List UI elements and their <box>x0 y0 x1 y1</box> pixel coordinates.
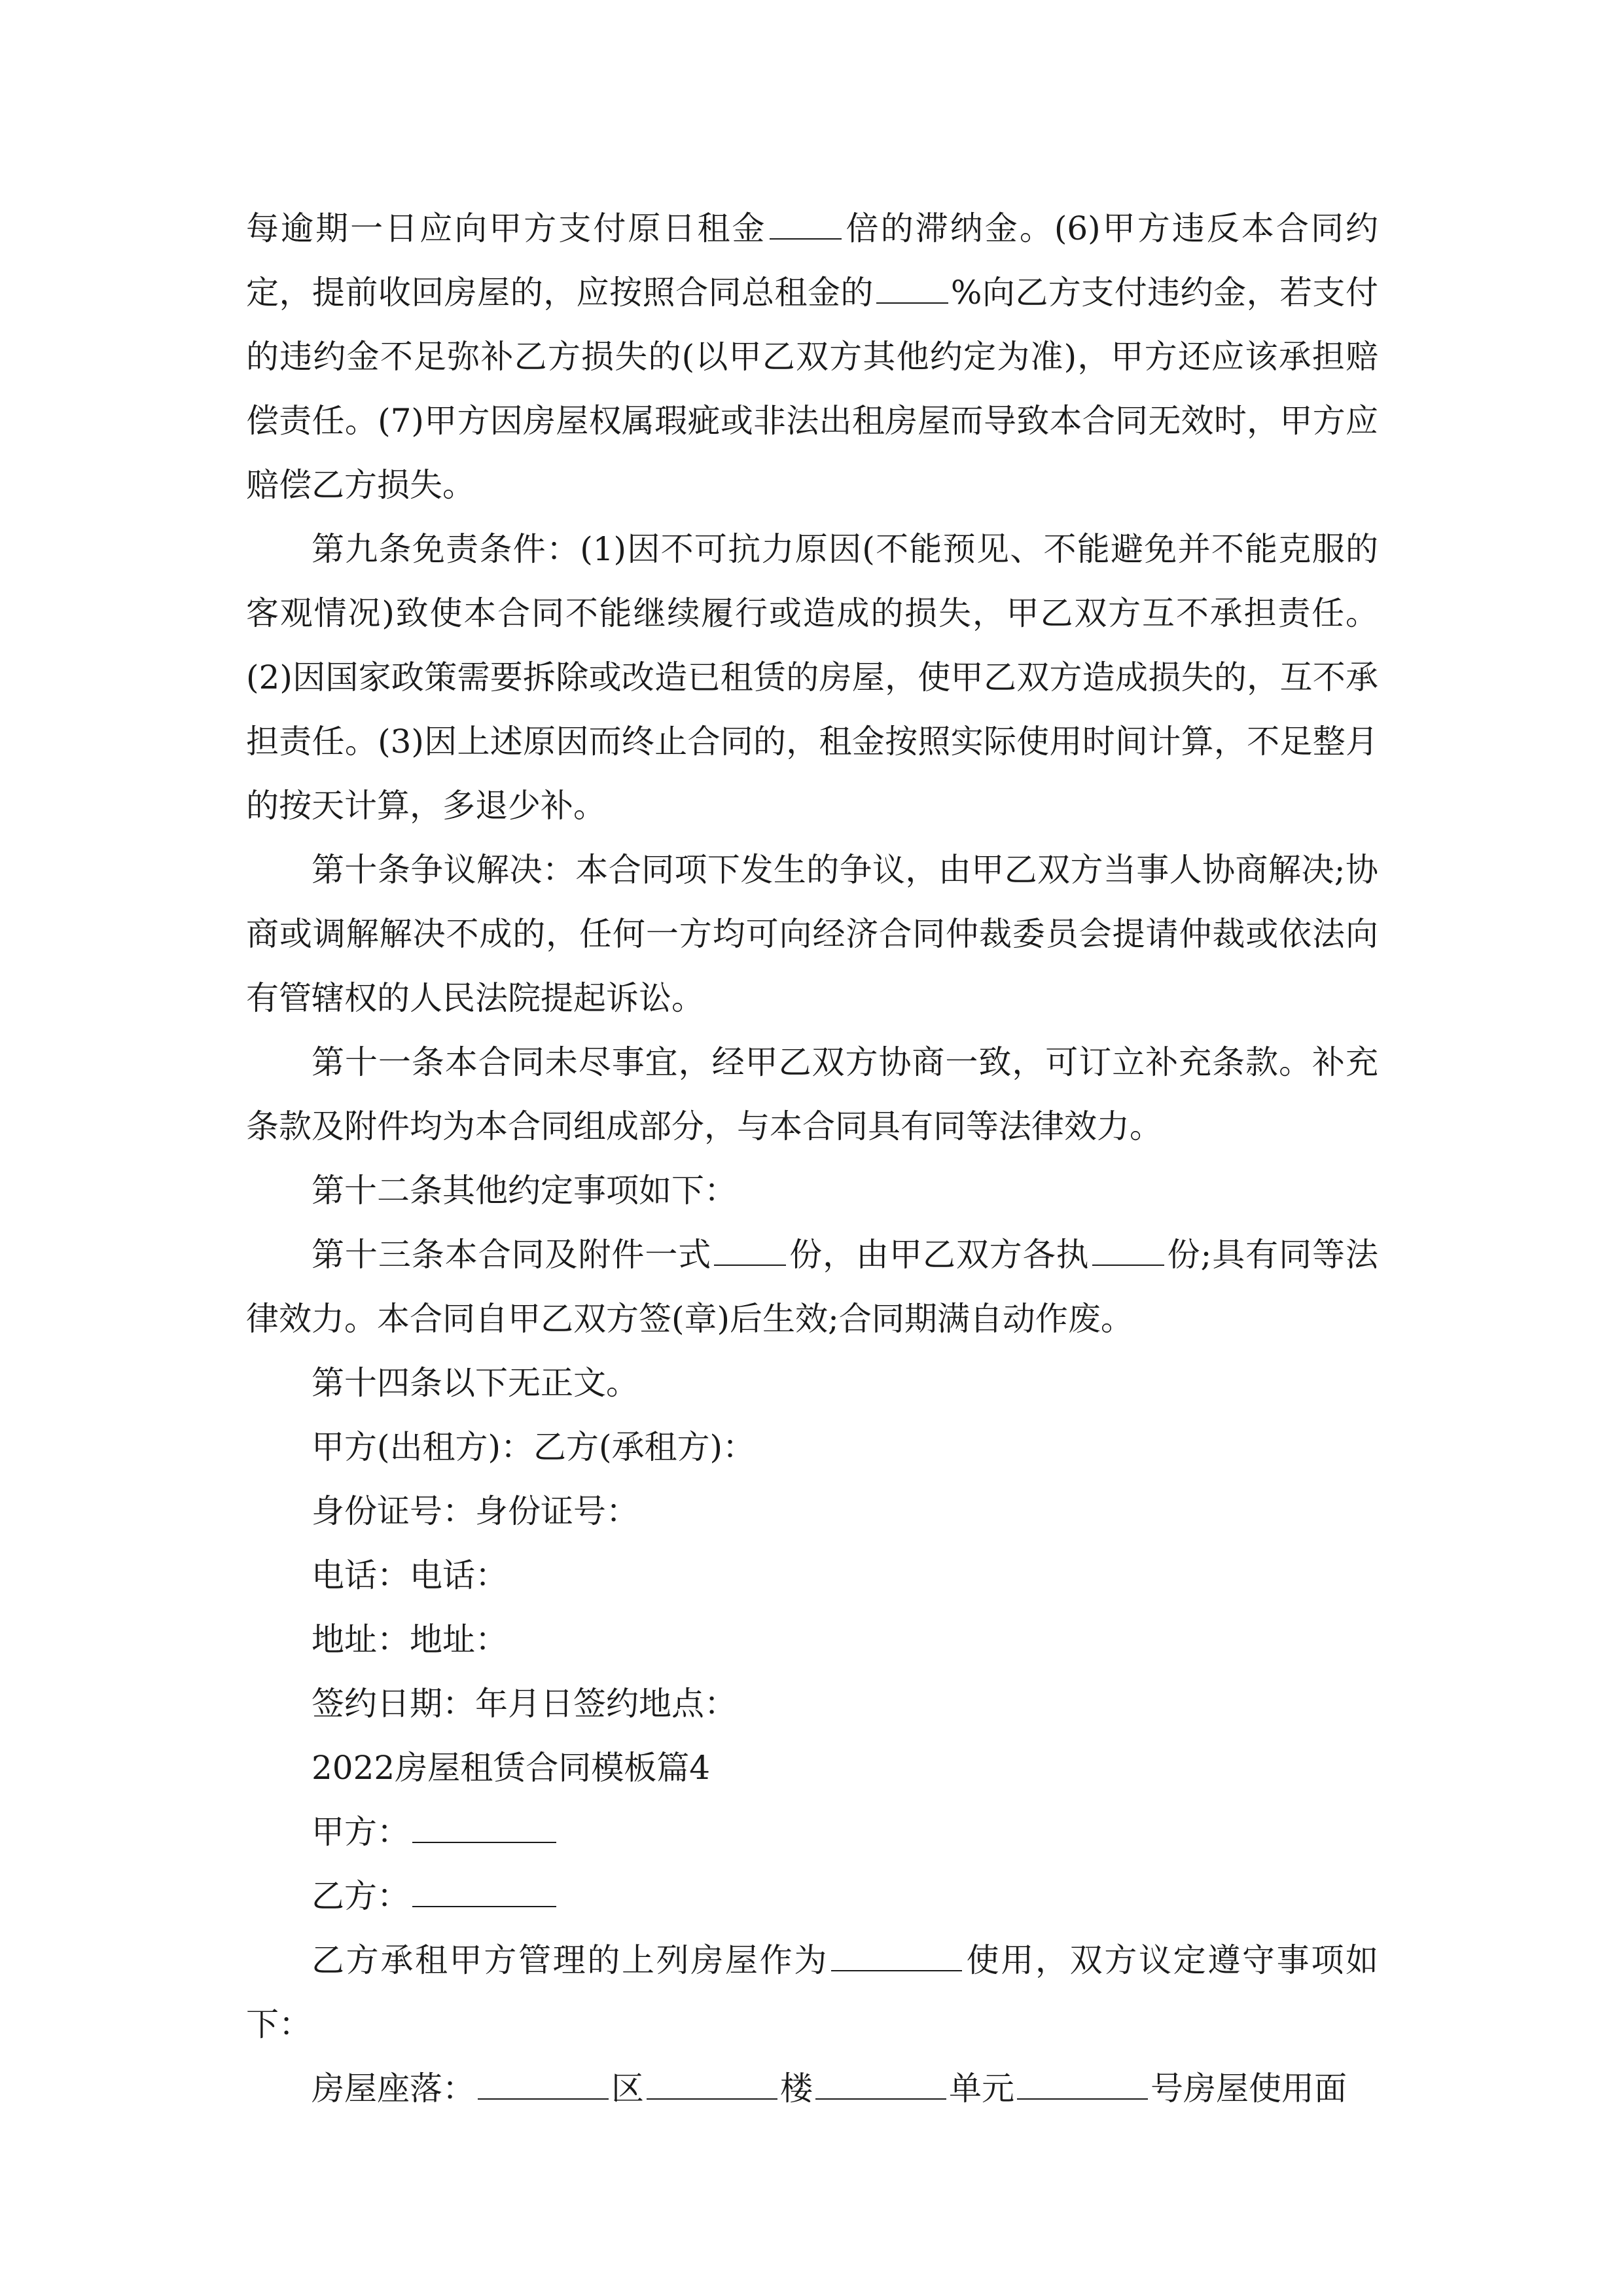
signature-date-place: 签约日期：年月日签约地点： <box>312 1685 737 1723</box>
fill-blank <box>714 1235 786 1266</box>
text-segment: 甲方： <box>312 1813 410 1851</box>
section-heading: 2022房屋租赁合同模板篇4 <box>312 1749 711 1787</box>
property-location-line <box>246 2056 1378 2121</box>
paragraph-article-9: 第九条免责条件：(1)因不可抗力原因(不能预见、不能避免并不能克服的客观情况)致使本合同不能继续履行或造成的损失，甲乙双方互不承担责任。(2)因国家政策需要拆除或改造已租赁的房屋，使甲乙双方造成损失的，互不承担责任。(3)因上述原因而终止合同的，租金按照实际使用时间计算，不足整月的按天计算，多退少补。 <box>246 530 1378 825</box>
text-segment: 楼 <box>780 2070 813 2108</box>
paragraph-article-14: 第十四条以下无正文。 <box>312 1364 639 1402</box>
text-segment: 房屋座落： <box>312 2070 475 2108</box>
text-segment: 份，由甲乙双方各执 <box>789 1236 1090 1274</box>
paragraph-article-11: 第十一条本合同未尽事宜，经甲乙双方协商一致，可订立补充条款。补充条款及附件均为本合同组成部分，与本合同具有同等法律效力。 <box>246 1043 1378 1145</box>
text-segment: 每逾期一日应向甲方支付原日租金 <box>246 209 767 247</box>
fill-blank <box>412 1876 556 1907</box>
fill-blank <box>1017 2069 1148 2100</box>
party-b-line <box>246 1864 1378 1928</box>
text-segment: 乙方承租甲方管理的上列房屋作为 <box>312 1941 829 1979</box>
signature-parties: 甲方(出租方)：乙方(承租方)： <box>312 1428 756 1466</box>
text-segment: 号房屋使用面 <box>1150 2070 1347 2108</box>
fill-blank <box>478 2069 609 2100</box>
text-segment: 第十三条本合同及附件一式 <box>312 1236 712 1274</box>
usage-line <box>246 1928 1378 2056</box>
fill-blank <box>647 2069 777 2100</box>
signature-phones: 电话：电话： <box>312 1556 508 1594</box>
fill-blank <box>876 273 948 304</box>
paragraph-penalty-clauses <box>246 196 1378 517</box>
paragraph-article-10: 第十条争议解决：本合同项下发生的争议，由甲乙双方当事人协商解决;协商或调解解决不成的，任何一方均可向经济合同仲裁委员会提请仲裁或依法向有管辖权的人民法院提起诉讼。 <box>246 851 1378 1017</box>
signature-id-numbers: 身份证号：身份证号： <box>312 1492 639 1530</box>
signature-addresses: 地址：地址： <box>312 1621 508 1659</box>
paragraph-article-12: 第十二条其他约定事项如下： <box>312 1172 737 1210</box>
text-segment: %向乙方支付违约金，若支付的违约金不足弥补乙方损失的(以甲乙双方其他约定为准)，甲方还应该承担赔偿责任。(7)甲方因房屋权属瑕疵或非法出租房屋而导致本合同无效时，甲方应赔偿乙方损失。 <box>246 274 1379 504</box>
text-segment: 乙方： <box>312 1877 410 1915</box>
text-segment: 区 <box>611 2070 644 2108</box>
fill-blank <box>1092 1235 1164 1266</box>
text-segment: 单元 <box>949 2070 1014 2108</box>
text-segment: 使用，双方议定遵守事项如下： <box>246 1941 1378 2043</box>
document-body <box>246 196 1378 2121</box>
fill-blank <box>412 1812 556 1843</box>
fill-blank <box>815 2069 946 2100</box>
fill-blank <box>831 1941 962 1971</box>
paragraph-article-13 <box>246 1223 1378 1351</box>
text-segment: 份;具有同等法律效力。本合同自甲乙双方签(章)后生效;合同期满自动作废。 <box>246 1236 1378 1338</box>
party-a-line <box>246 1800 1378 1864</box>
fill-blank <box>770 209 842 240</box>
text-segment: 倍的滞纳金。(6)甲方违反本合同约定，提前收回房屋的，应按照合同总租金的 <box>246 209 1379 312</box>
